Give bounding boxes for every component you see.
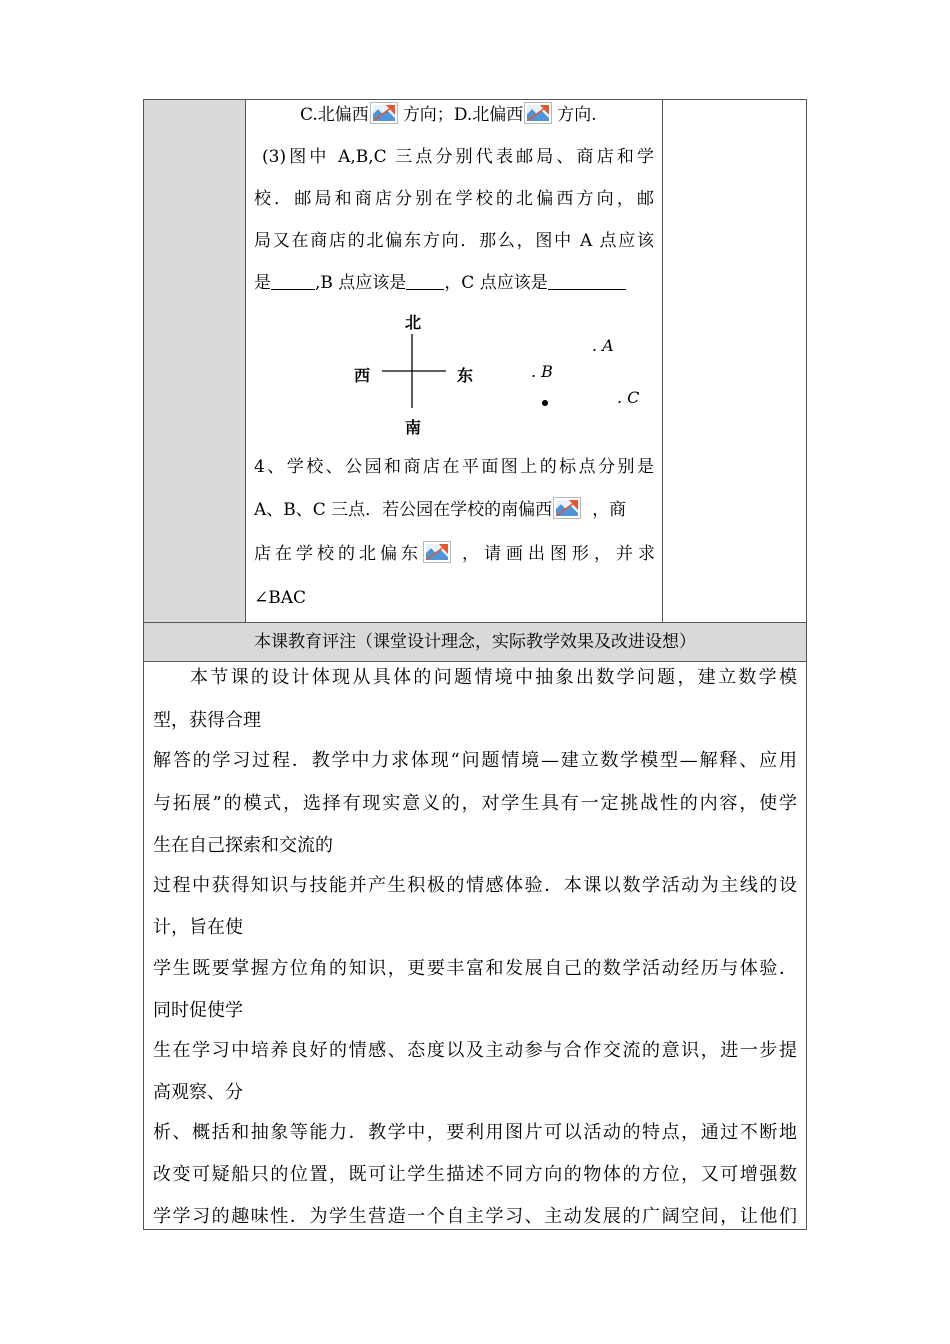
q4-line-2-suffix: ，商 <box>592 500 627 520</box>
north-label: 北 <box>405 313 422 332</box>
point-b: . B <box>531 362 553 381</box>
broken-image-icon <box>553 497 581 519</box>
evaluation-line-14: 学学习的趣味性．为学生营造一个自主学习、主动发展的广阔空间，让他们 <box>153 1206 797 1227</box>
right-column-divider <box>662 100 663 622</box>
q4-line-4: ∠BAC <box>254 588 307 608</box>
q4-line-2-text: A、B、C 三点．若公园在学校的南偏西 <box>254 500 553 520</box>
west-label: 西 <box>354 366 371 385</box>
q3-line-3: 局又在商店的北偏东方向．那么，图中 A 点应该 <box>254 231 654 251</box>
evaluation-line-10: 生在学习中培养良好的情感、态度以及主动参与合作交流的意识，进一步提 <box>153 1040 797 1061</box>
point-a: . A <box>592 336 614 355</box>
q4-line-1: 4、学校、公园和商店在平面图上的标点分别是 <box>254 457 654 477</box>
q4-line-3-text: 店在学校的北偏东 <box>254 544 422 564</box>
evaluation-line-8: 学生既要掌握方位角的知识，更要丰富和发展自己的数学活动经历与体验． <box>153 958 797 979</box>
q3-line-4 <box>254 271 626 295</box>
broken-image-icon <box>370 102 398 124</box>
answer-blank-b <box>406 271 444 290</box>
option-d-label: D.北偏西 <box>453 105 524 125</box>
evaluation-line-5: 生在自己探索和交流的 <box>153 835 333 856</box>
east-label: 东 <box>457 366 474 385</box>
south-label: 南 <box>405 418 422 437</box>
evaluation-line-4: 与拓展”的模式，选择有现实意义的，对学生具有一定挑战性的内容，使学 <box>153 793 797 814</box>
broken-image-icon <box>423 541 451 563</box>
evaluation-line-9: 同时促使学 <box>153 1000 243 1021</box>
evaluation-line-2: 型，获得合理 <box>153 710 261 731</box>
q3-line-2: 校．邮局和商店分别在学校的北偏西方向，邮 <box>254 189 654 209</box>
evaluation-line-7: 计，旨在使 <box>153 917 243 938</box>
broken-image-icon <box>524 102 552 124</box>
evaluation-line-1: 本节课的设计体现从具体的问题情境中抽象出数学问题，建立数学模 <box>190 667 797 688</box>
q3-options-line <box>300 102 597 127</box>
evaluation-header: 本课教育评注（课堂设计理念，实际教学效果及改进设想） <box>254 632 696 652</box>
point-c: . C <box>617 388 640 407</box>
evaluation-line-11: 高观察、分 <box>153 1082 243 1103</box>
evaluation-line-13: 改变可疑船只的位置，既可让学生描述不同方向的物体的方位，又可增强数 <box>153 1164 797 1185</box>
evaluation-header-row <box>144 622 806 662</box>
left-shaded-column <box>144 100 246 622</box>
q3-line-1: (3)图中 A,B,C 三点分别代表邮局、商店和学 <box>262 147 654 167</box>
option-d-suffix: 方向. <box>557 105 597 125</box>
answer-blank-c <box>548 271 626 290</box>
q4-line-3-suffix: ，请画出图形，并求 <box>462 544 660 564</box>
compass-cross-icon <box>380 330 450 410</box>
q3-a-prefix: 是 <box>254 273 271 293</box>
option-c-suffix: 方向； <box>402 105 454 125</box>
q4-line-3 <box>254 541 660 566</box>
q3-c-prefix: ，C 点应该是 <box>444 273 548 293</box>
unlabeled-point-dot <box>542 400 548 406</box>
option-c-label: C.北偏西 <box>300 105 369 125</box>
evaluation-line-12: 析、概括和抽象等能力．教学中，要利用图片可以活动的特点，通过不断地 <box>153 1122 797 1143</box>
evaluation-line-3: 解答的学习过程．教学中力求体现“问题情境—建立数学模型—解释、应用 <box>153 750 797 771</box>
answer-blank-a <box>271 271 315 290</box>
evaluation-line-6: 过程中获得知识与技能并产生积极的情感体验．本课以数学活动为主线的设 <box>153 875 797 896</box>
q3-b-prefix: ,B 点应该是 <box>315 273 407 293</box>
q4-line-2 <box>254 497 626 522</box>
